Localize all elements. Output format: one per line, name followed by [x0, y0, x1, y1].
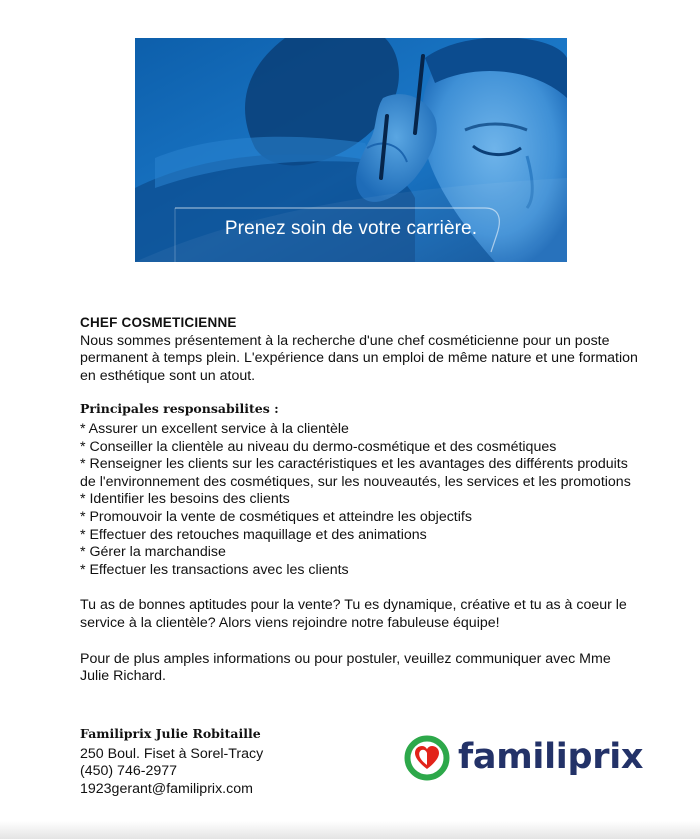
- apply-instructions: Pour de plus amples informations ou pour postuler, veuillez communiquer avec Mme Julie Richard.: [80, 650, 611, 685]
- logo-wordmark: familiprix: [458, 737, 644, 777]
- hero-banner: [135, 38, 567, 262]
- job-posting: [80, 314, 640, 686]
- job-intro: Nous sommes présentement à la recherche d'une chef cosméticienne pour un poste permanent à temps plein. L'expérience dans un emploi de même nature et une formation en esthétique sont un atout.: [80, 332, 638, 384]
- job-title: CHEF COSMETICIENNE: [80, 315, 237, 330]
- contact-email: 1923gerant@familiprix.com: [80, 780, 253, 797]
- contact-block: [80, 725, 263, 798]
- list-item: * Effectuer les transactions avec les clients: [80, 561, 349, 578]
- spacer: [80, 633, 640, 651]
- list-item: * Effectuer des retouches maquillage et des animations: [80, 526, 427, 543]
- page-bottom-edge: [0, 821, 700, 839]
- list-item: * Assurer un excellent service à la clientèle: [80, 420, 349, 437]
- heart-ring-icon: [404, 735, 450, 781]
- banner-tagline: Prenez soin de votre carrière.: [224, 218, 478, 239]
- list-item: * Promouvoir la vente de cosmétiques et atteindre les objectifs: [80, 508, 472, 525]
- store-address: 250 Boul. Fiset à Sorel-Tracy: [80, 745, 264, 762]
- store-phone: (450) 746-2977: [80, 763, 178, 780]
- responsibilities-list: [80, 421, 640, 579]
- store-name: Familiprix Julie Robitaille: [80, 726, 261, 741]
- job-pitch: Tu as de bonnes aptitudes pour la vente? Tu es dynamique, créative et tu as à coeur le service à la clientèle? Alors viens rejoindre notre fabuleuse équipe!: [80, 597, 627, 631]
- responsibilities-heading: Principales responsabilites :: [80, 401, 279, 417]
- list-item: * Gérer la marchandise: [80, 544, 226, 561]
- list-item: * Identifier les besoins des clients: [80, 491, 290, 508]
- list-item: * Conseiller la clientèle au niveau du dermo-cosmétique et des cosmétiques: [80, 438, 557, 455]
- familiprix-logo: [404, 735, 644, 781]
- spacer: [80, 579, 640, 597]
- list-item: * Renseigner les clients sur les caractéristiques et les avantages des différents produits de l'environnement des cosmétiques, sur les nouveautés, les services et les promotions: [80, 456, 631, 490]
